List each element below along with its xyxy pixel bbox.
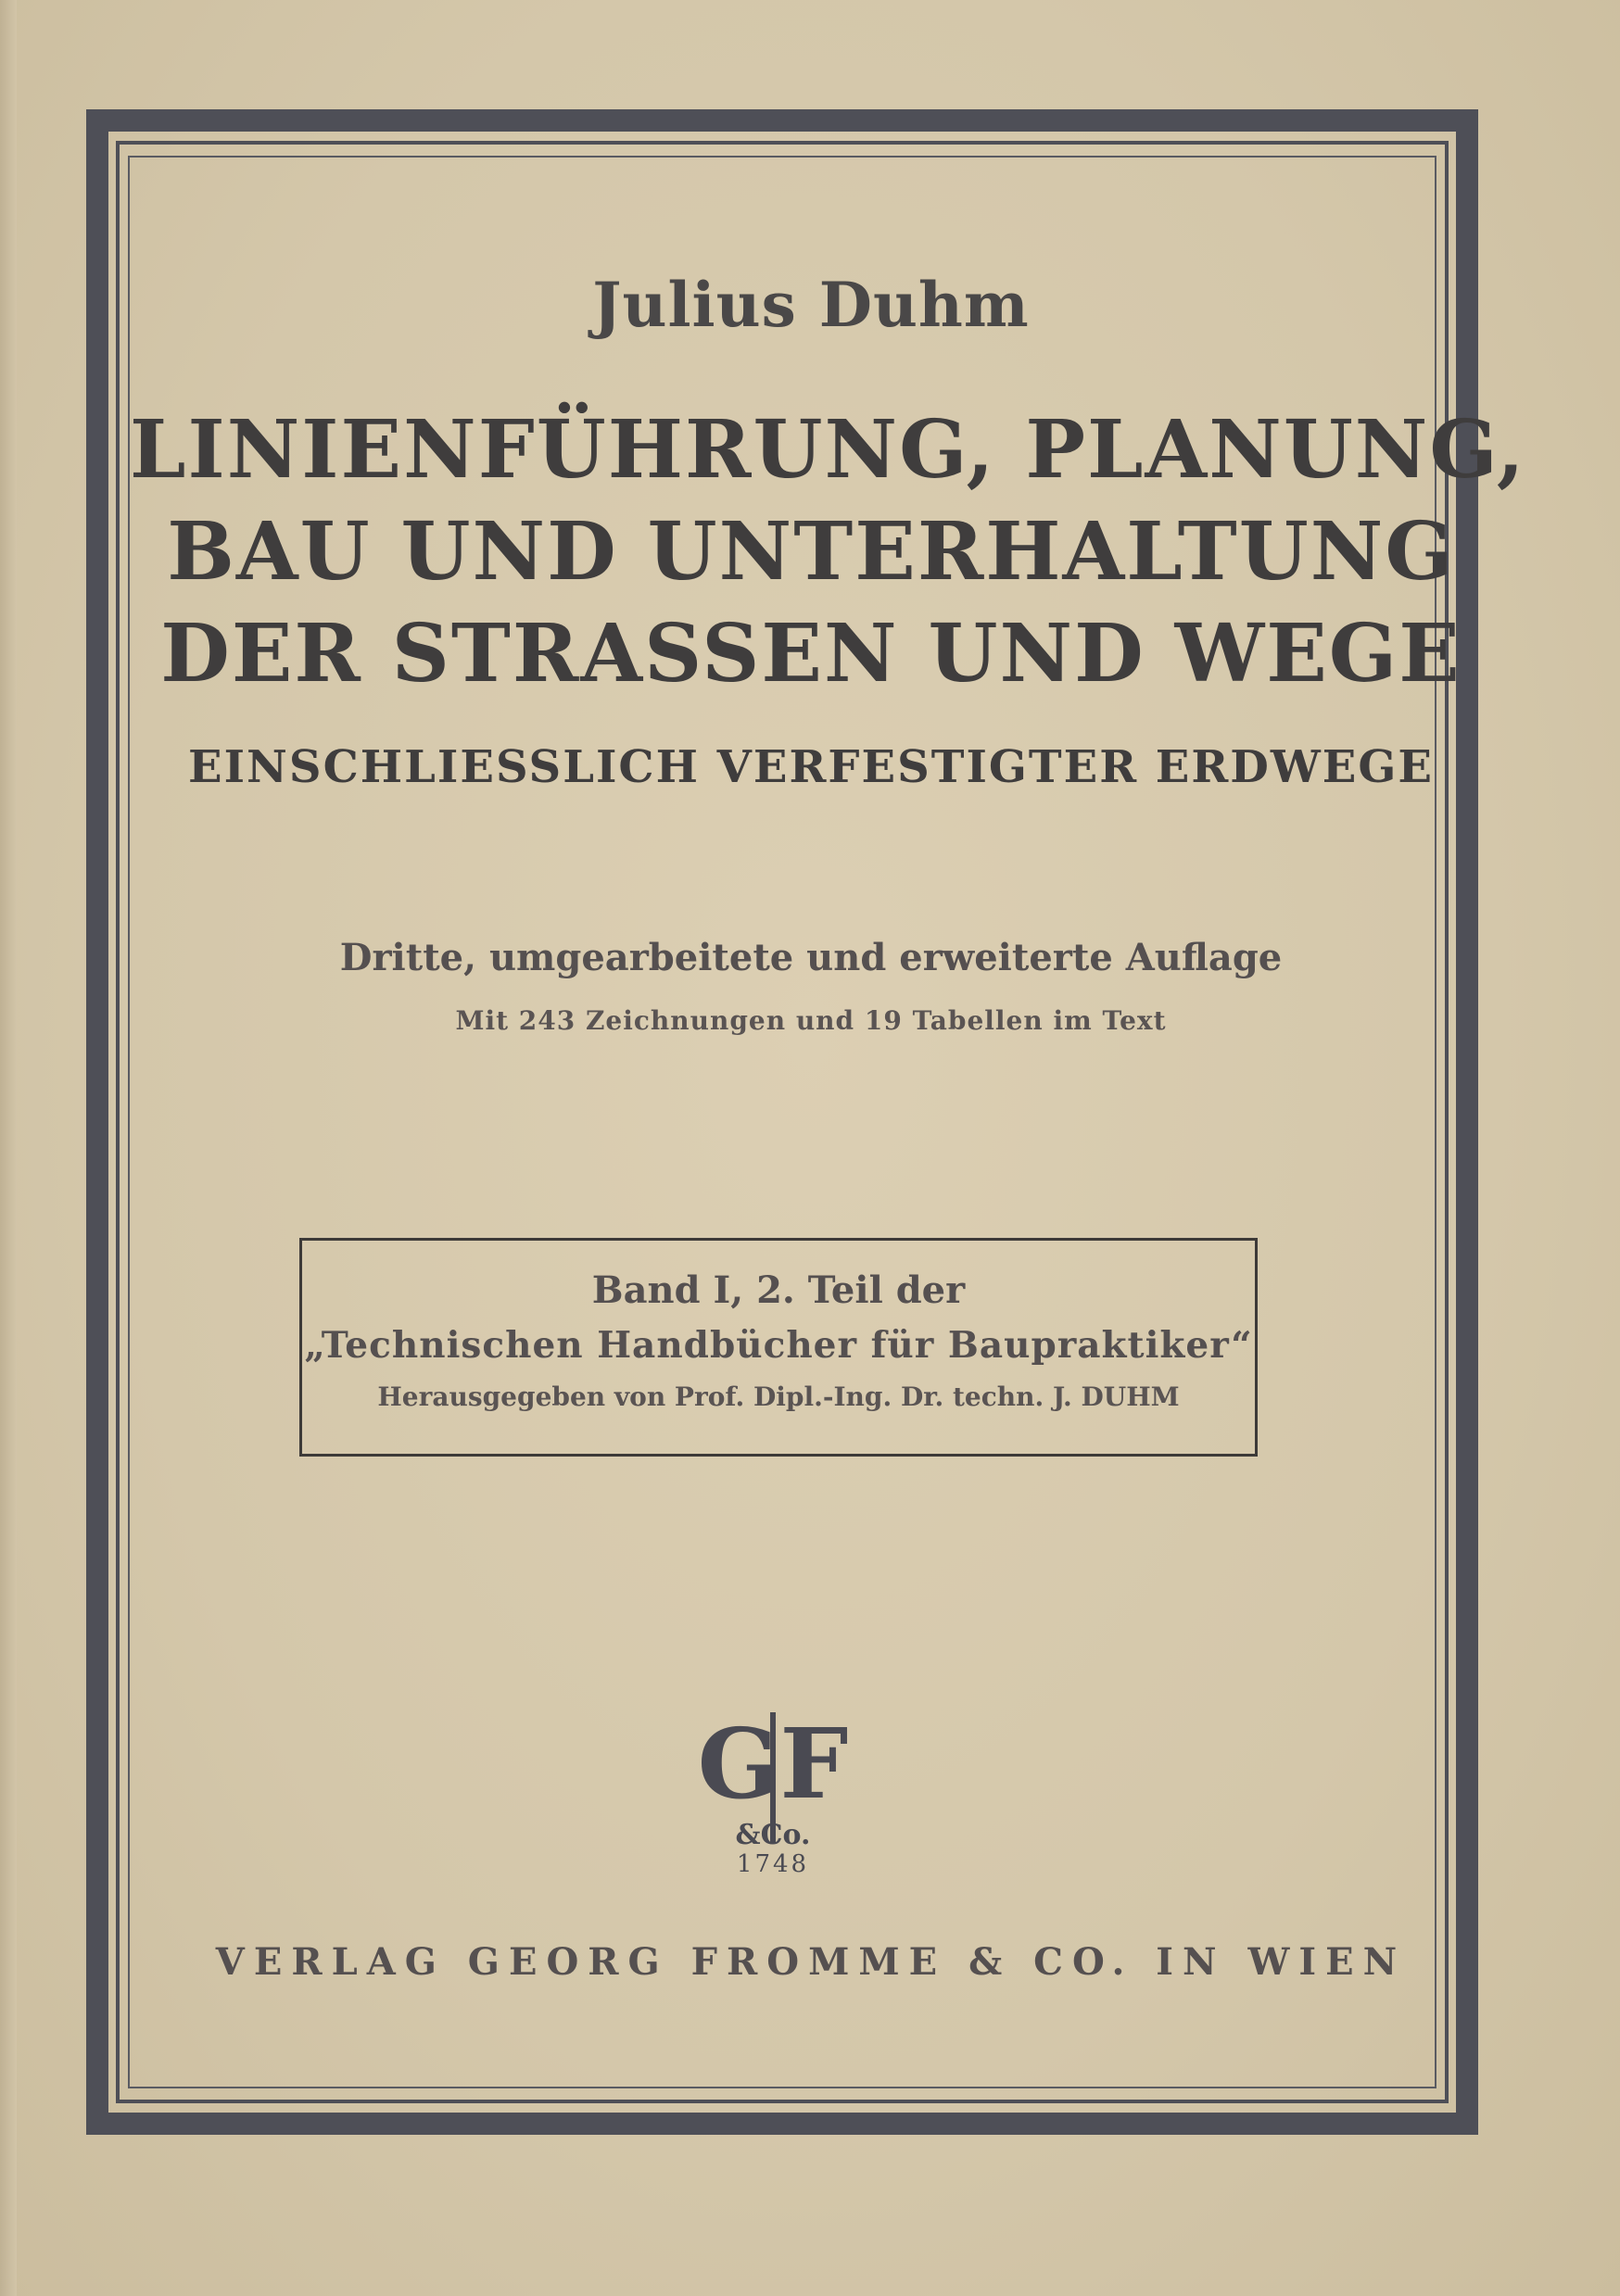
illustrations-note: Mit 243 Zeichnungen und 19 Tabellen im Text (455, 1005, 1167, 1036)
subtitle: EINSCHLIESSLICH VERFESTIGTER ERDWEGE (188, 741, 1434, 793)
binding-edge (0, 0, 17, 2296)
author-name: Julius Duhm (592, 269, 1030, 341)
publisher-logo-year: 1748 (736, 1850, 810, 1878)
publisher-logo-suffix: &Co. (735, 1819, 811, 1851)
publisher-logo (697, 1696, 849, 1881)
publisher-imprint: VERLAG GEORG FROMME & CO. IN WIEN (215, 1940, 1407, 1984)
series-box (299, 1238, 1258, 1457)
title-line-3: DER STRASSEN UND WEGE (160, 607, 1462, 700)
publisher-logo-monogram: GF (697, 1707, 849, 1821)
series-name: „Technischen Handbücher für Baupraktiker“ (304, 1324, 1253, 1367)
series-volume: Band I, 2. Teil der (591, 1268, 966, 1312)
series-editor: Herausgegeben von Prof. Dipl.-Ing. Dr. techn. J. DUHM (377, 1381, 1180, 1412)
title-line-1: LINIENFÜHRUNG, PLANUNG, (130, 403, 1526, 497)
edition-note: Dritte, umgearbeitete und erweiterte Auflage (339, 936, 1283, 979)
title-line-2: BAU UND UNTERHALTUNG (167, 505, 1455, 599)
